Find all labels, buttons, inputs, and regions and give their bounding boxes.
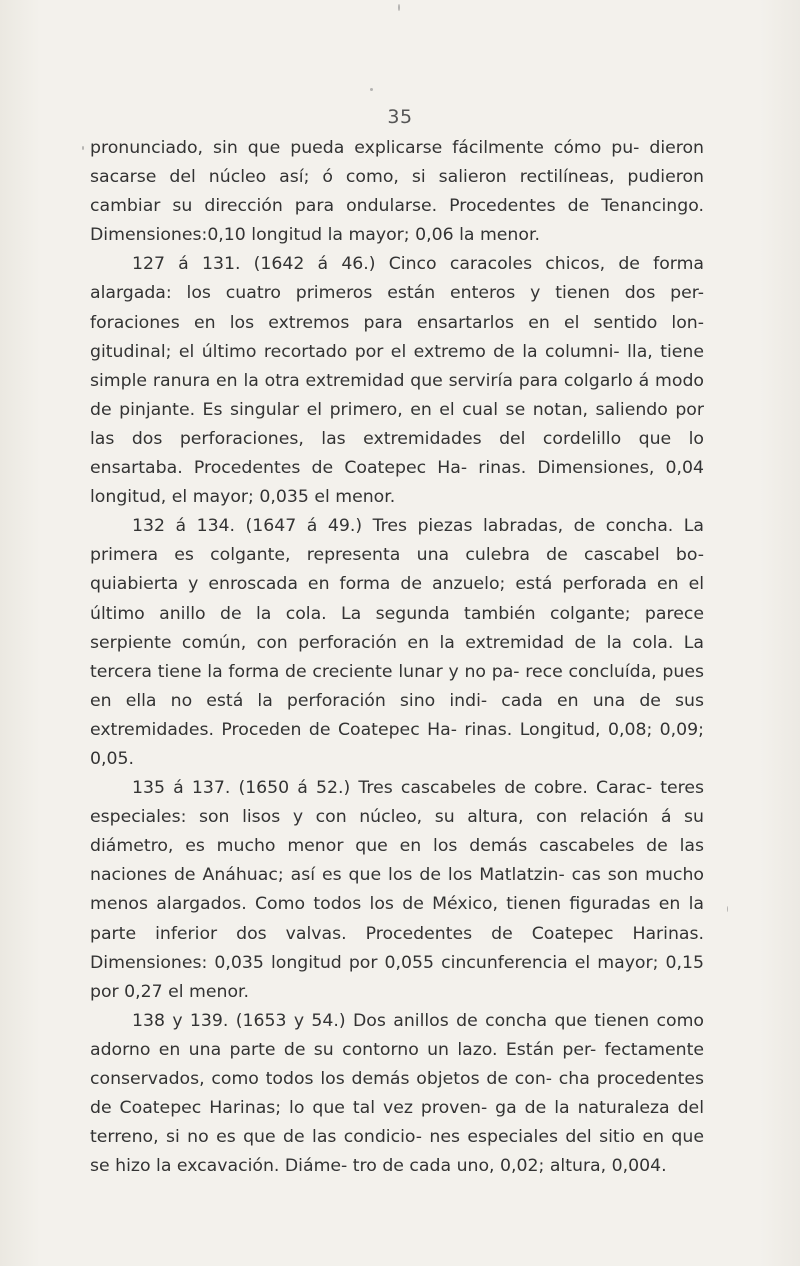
page-number: 35 xyxy=(387,106,413,128)
paragraph-entry-135-137: 135 á 137. (1650 á 52.) Tres cascabeles de cobre. Carac- teres especiales: son lisos y con núcleo, su altura, con relación á su diámetro, es mucho menor que en los demás cascabeles de las naciones de Anáhuac; así es que los de los Matlatzin- cas son mucho menos alargados. Como todos los de México, tienen figuradas en la parte inferior dos valvas. Procedentes de Coatepec Harinas. Dimensiones: 0,035 longitud por 0,055 cincunferencia el mayor; 0,15 por 0,27 el menor. xyxy=(90,778,704,1002)
paragraph-continuation: pronunciado, sin que pueda explicarse fácilmente cómo pu- dieron sacarse del núcleo así; ó como, si salieron rectilíneas, pudieron cambiar su dirección para ondularse. Procedentes de Tenancingo. Dimensiones:0,10 longitud la mayor; 0,06 la menor. xyxy=(90,138,704,246)
paragraph-entry-138-139: 138 y 139. (1653 y 54.) Dos anillos de concha que tienen como adorno en una parte de su contorno un lazo. Están per- fectamente conservados, como todos los demás objetos de con- cha procedentes de Coatepec Harinas; lo que tal vez proven- ga de la naturaleza del terreno, si no es que de las condicio- nes especiales del sitio en que se hizo la excavación. Diáme- tro de cada uno, 0,02; altura, 0,004. xyxy=(90,1010,704,1177)
paragraph-entry-127-131: 127 á 131. (1642 á 46.) Cinco caracoles chicos, de forma alargada: los cuatro primeros están enteros y tienen dos per- foraciones en los extremos para ensartarlos en el sentido lon- gitudinal; el último recortado por el extremo de la columni- lla, tiene simple ranura en la otra extremidad que serviría para colgarlo á modo de pinjante. Es singular el primero, en el cual se notan, saliendo por las dos perforaciones, las extremidades del cordelillo que lo ensartaba. Procedentes de Coatepec Ha- rinas. Dimensiones, 0,04 longitud, el mayor; 0,035 el menor. xyxy=(90,254,704,508)
paper-speck xyxy=(370,88,373,91)
body-text xyxy=(90,134,704,1181)
paper-speck xyxy=(398,4,400,11)
paragraph-entry-132-134: 132 á 134. (1647 á 49.) Tres piezas labradas, de concha. La primera es colgante, representa una culebra de cascabel bo- quiabierta y enroscada en forma de anzuelo; está perforada en el último anillo de la cola. La segunda también colgante; parece serpiente común, con perforación en la extremidad de la cola. La tercera tiene la forma de creciente lunar y no pa- rece concluída, pues en ella no está la perforación sino indi- cada en una de sus extremidades. Proceden de Coatepec Ha- rinas. Longitud, 0,08; 0,09; 0,05. xyxy=(90,516,704,769)
paper-speck xyxy=(727,906,728,912)
paper-speck xyxy=(82,146,84,150)
